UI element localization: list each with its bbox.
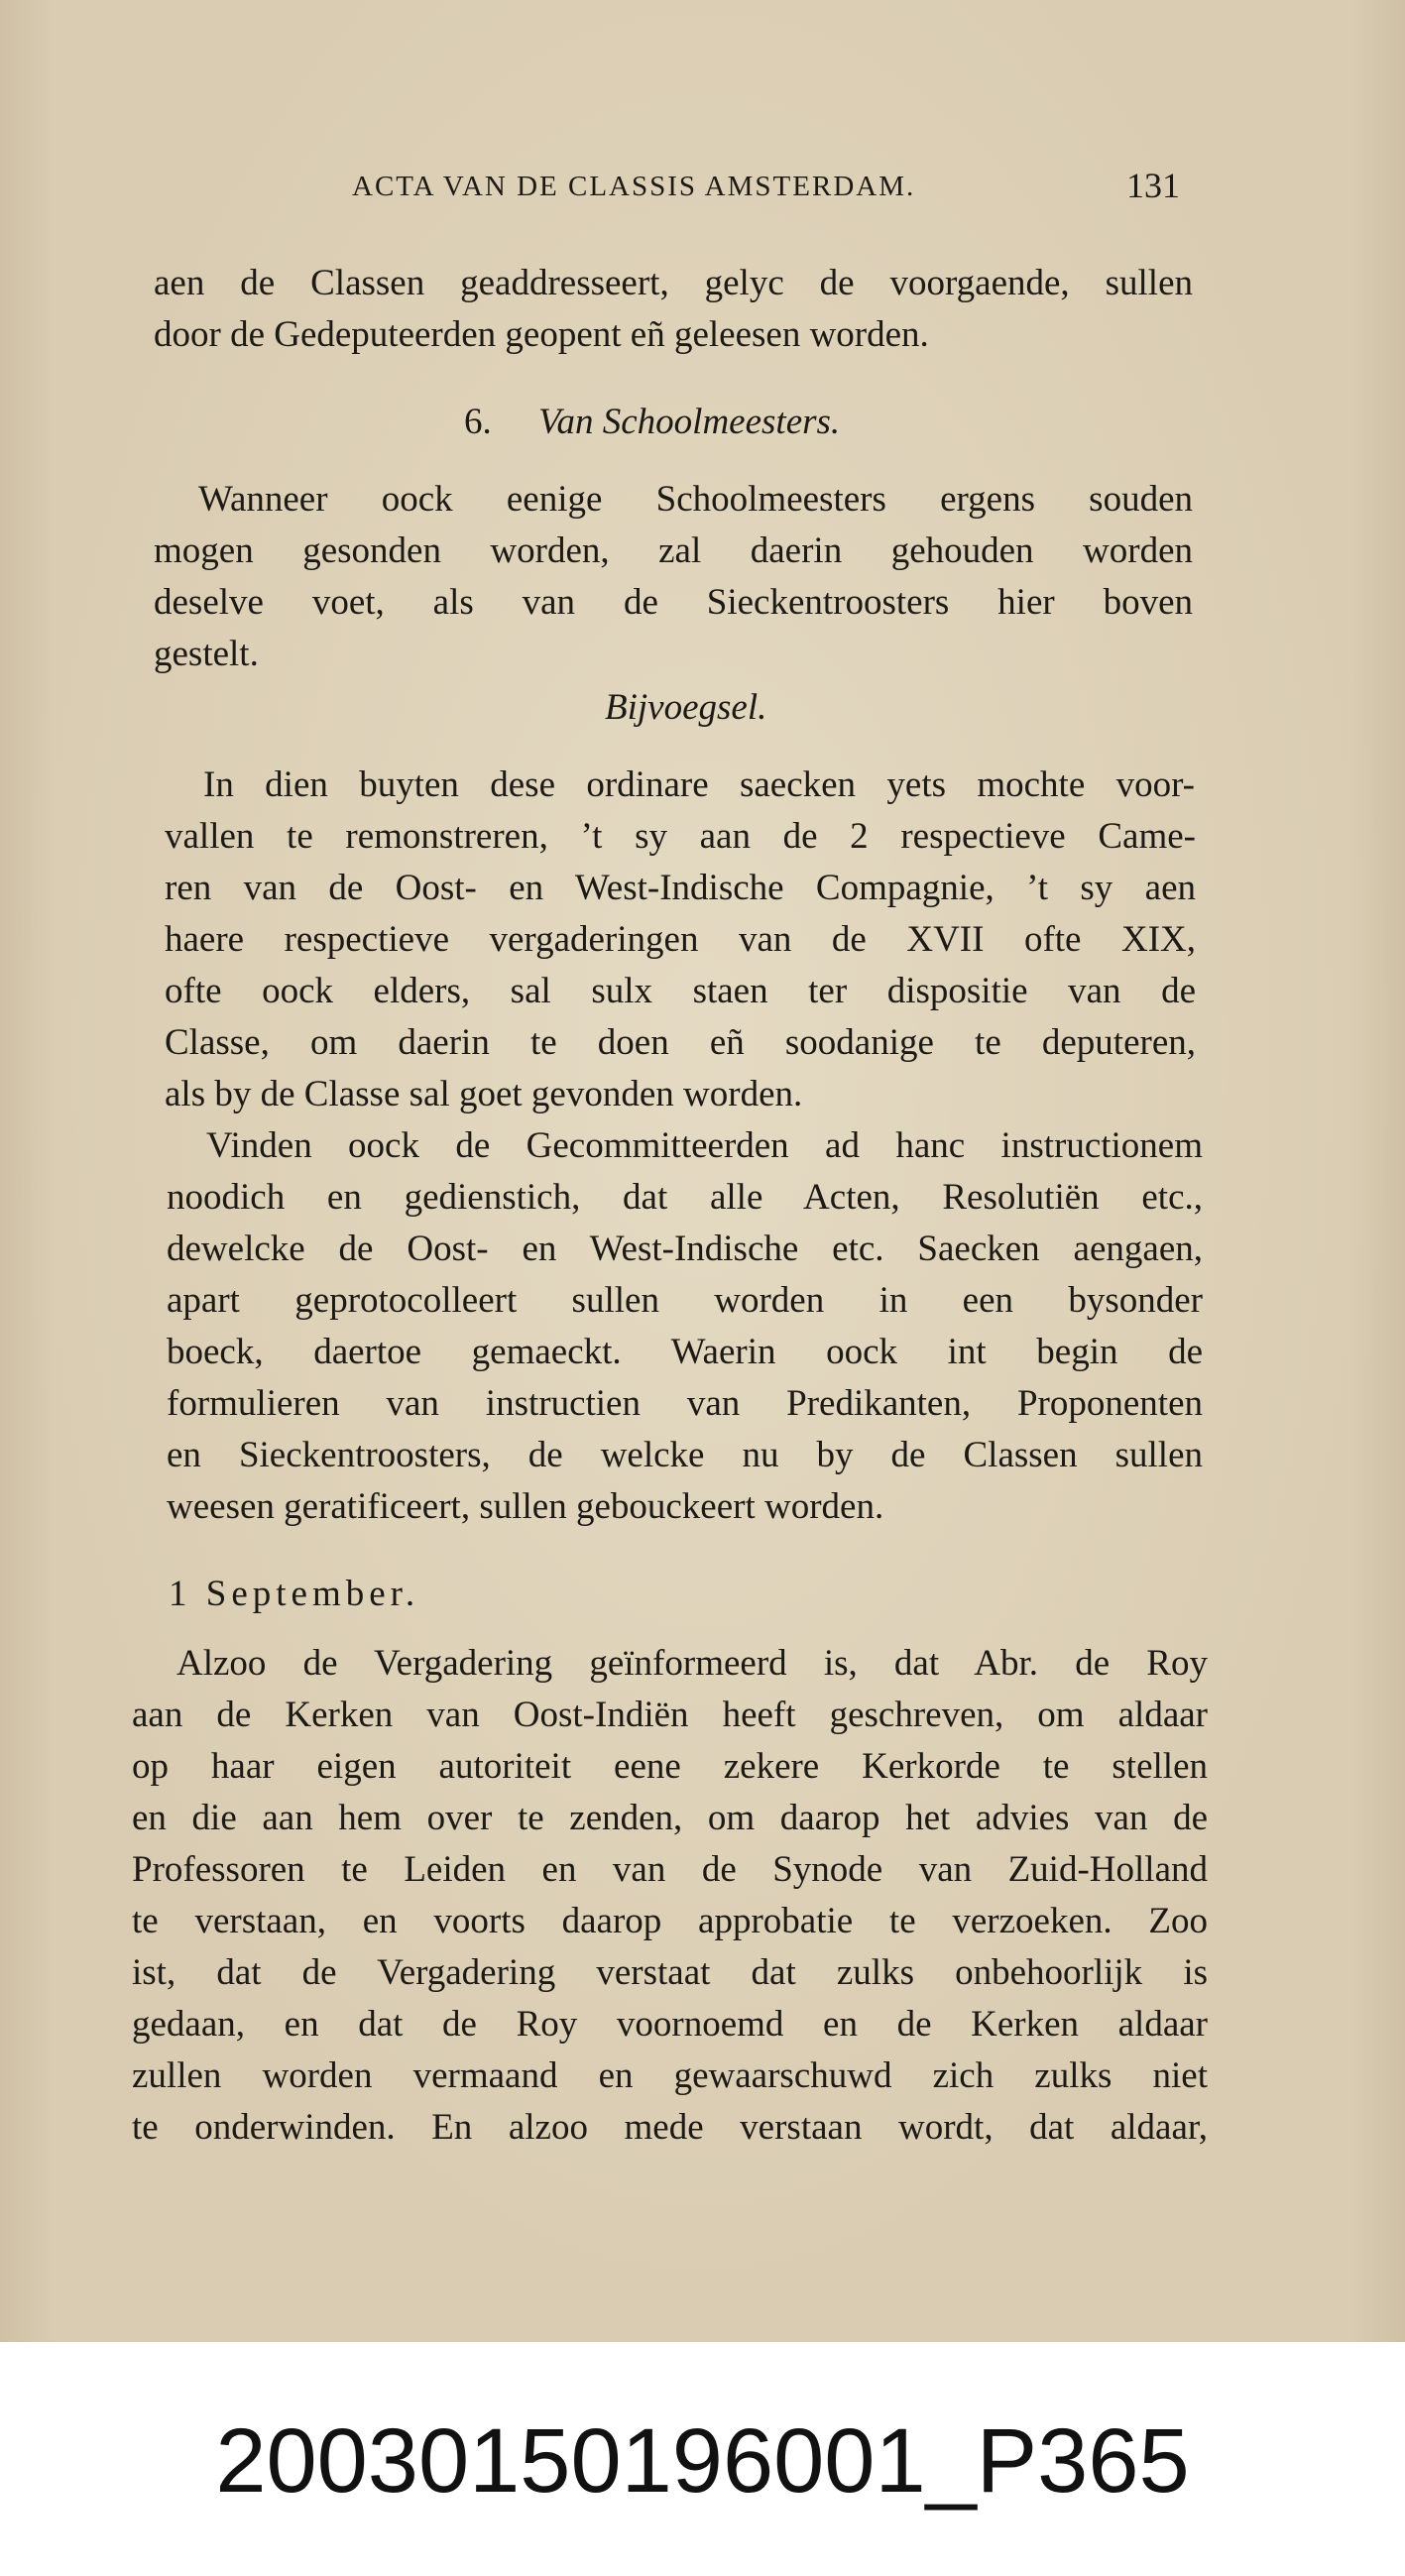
- text-line: te onderwinden. En alzoo mede verstaan wordt, dat aldaar,: [132, 2107, 1208, 2148]
- text-line: ofte oock elders, sal sulx staen ter dispositie van de: [165, 971, 1196, 1011]
- text-line: haere respectieve vergaderingen van de XVII ofte XIX,: [165, 919, 1196, 960]
- text-line: Vinden oock de Gecommitteerden ad hanc instructionem: [206, 1125, 1203, 1166]
- page-number: 131: [1126, 166, 1180, 205]
- text-line: apart geprotocolleert sullen worden in een bysonder: [167, 1280, 1203, 1321]
- text-line: aen de Classen geaddresseert, gelyc de voorgaende, sullen: [154, 263, 1193, 303]
- text-line: en die aan hem over te zenden, om daarop het advies van de: [132, 1798, 1208, 1838]
- text-line: deselve voet, als van de Sieckentroosters hier boven: [154, 582, 1193, 623]
- text-line: ren van de Oost- en West-Indische Compagnie, ’t sy aen: [165, 868, 1196, 908]
- subheading: Bijvoegsel.: [605, 687, 767, 728]
- text-line: zullen worden vermaand en gewaarschuwd zich zulks niet: [132, 2055, 1208, 2096]
- text-line: te verstaan, en voorts daarop approbatie te verzoeken. Zoo: [132, 1901, 1208, 1941]
- text-line: Alzoo de Vergadering geïnformeerd is, dat Abr. de Roy: [176, 1643, 1208, 1684]
- text-line: vallen te remonstreren, ’t sy aan de 2 respectieve Came-: [165, 816, 1196, 857]
- text-line: weesen geratificeert, sullen gebouckeert worden.: [167, 1486, 884, 1527]
- text-line: door de Gedeputeerden geopent eñ geleesen worden.: [154, 314, 929, 355]
- text-line: gedaan, en dat de Roy voornoemd en de Kerken aldaar: [132, 2004, 1208, 2045]
- section-heading: Van Schoolmeesters.: [538, 402, 841, 442]
- text-line: dewelcke de Oost- en West-Indische etc. Saecken aengaen,: [167, 1229, 1203, 1269]
- text-line: gestelt.: [154, 634, 259, 674]
- text-line: In dien buyten dese ordinare saecken yets mochte voor-: [203, 764, 1195, 805]
- date-heading: 1 September.: [169, 1574, 420, 1614]
- text-line: formulieren van instructien van Predikanten, Proponenten: [167, 1383, 1203, 1424]
- text-line: Wanneer oock eenige Schoolmeesters ergens souden: [198, 479, 1193, 520]
- running-header: ACTA VAN DE CLASSIS AMSTERDAM.: [352, 171, 916, 202]
- text-line: Professoren te Leiden en van de Synode van Zuid-Holland: [132, 1849, 1208, 1890]
- text-line: noodich en gedienstich, dat alle Acten, Resolutiën etc.,: [167, 1177, 1203, 1218]
- text-line: als by de Classe sal goet gevonden worden.: [165, 1074, 803, 1114]
- text-line: ist, dat de Vergadering verstaat dat zulks onbehoorlijk is: [132, 1952, 1208, 1993]
- text-line: en Sieckentroosters, de welcke nu by de Classen sullen: [167, 1435, 1203, 1475]
- text-line: mogen gesonden worden, zal daerin gehouden worden: [154, 530, 1193, 571]
- text-line: Classe, om daerin te doen eñ soodanige te deputeren,: [165, 1022, 1196, 1063]
- text-line: boeck, daertoe gemaeckt. Waerin oock int begin de: [167, 1332, 1203, 1372]
- image-id-caption: 20030150196001_P365: [215, 2410, 1190, 2512]
- section-number: 6.: [464, 402, 492, 442]
- text-line: aan de Kerken van Oost-Indiën heeft geschreven, om aldaar: [132, 1695, 1208, 1735]
- text-line: op haar eigen autoriteit eene zekere Kerkorde te stellen: [132, 1746, 1208, 1787]
